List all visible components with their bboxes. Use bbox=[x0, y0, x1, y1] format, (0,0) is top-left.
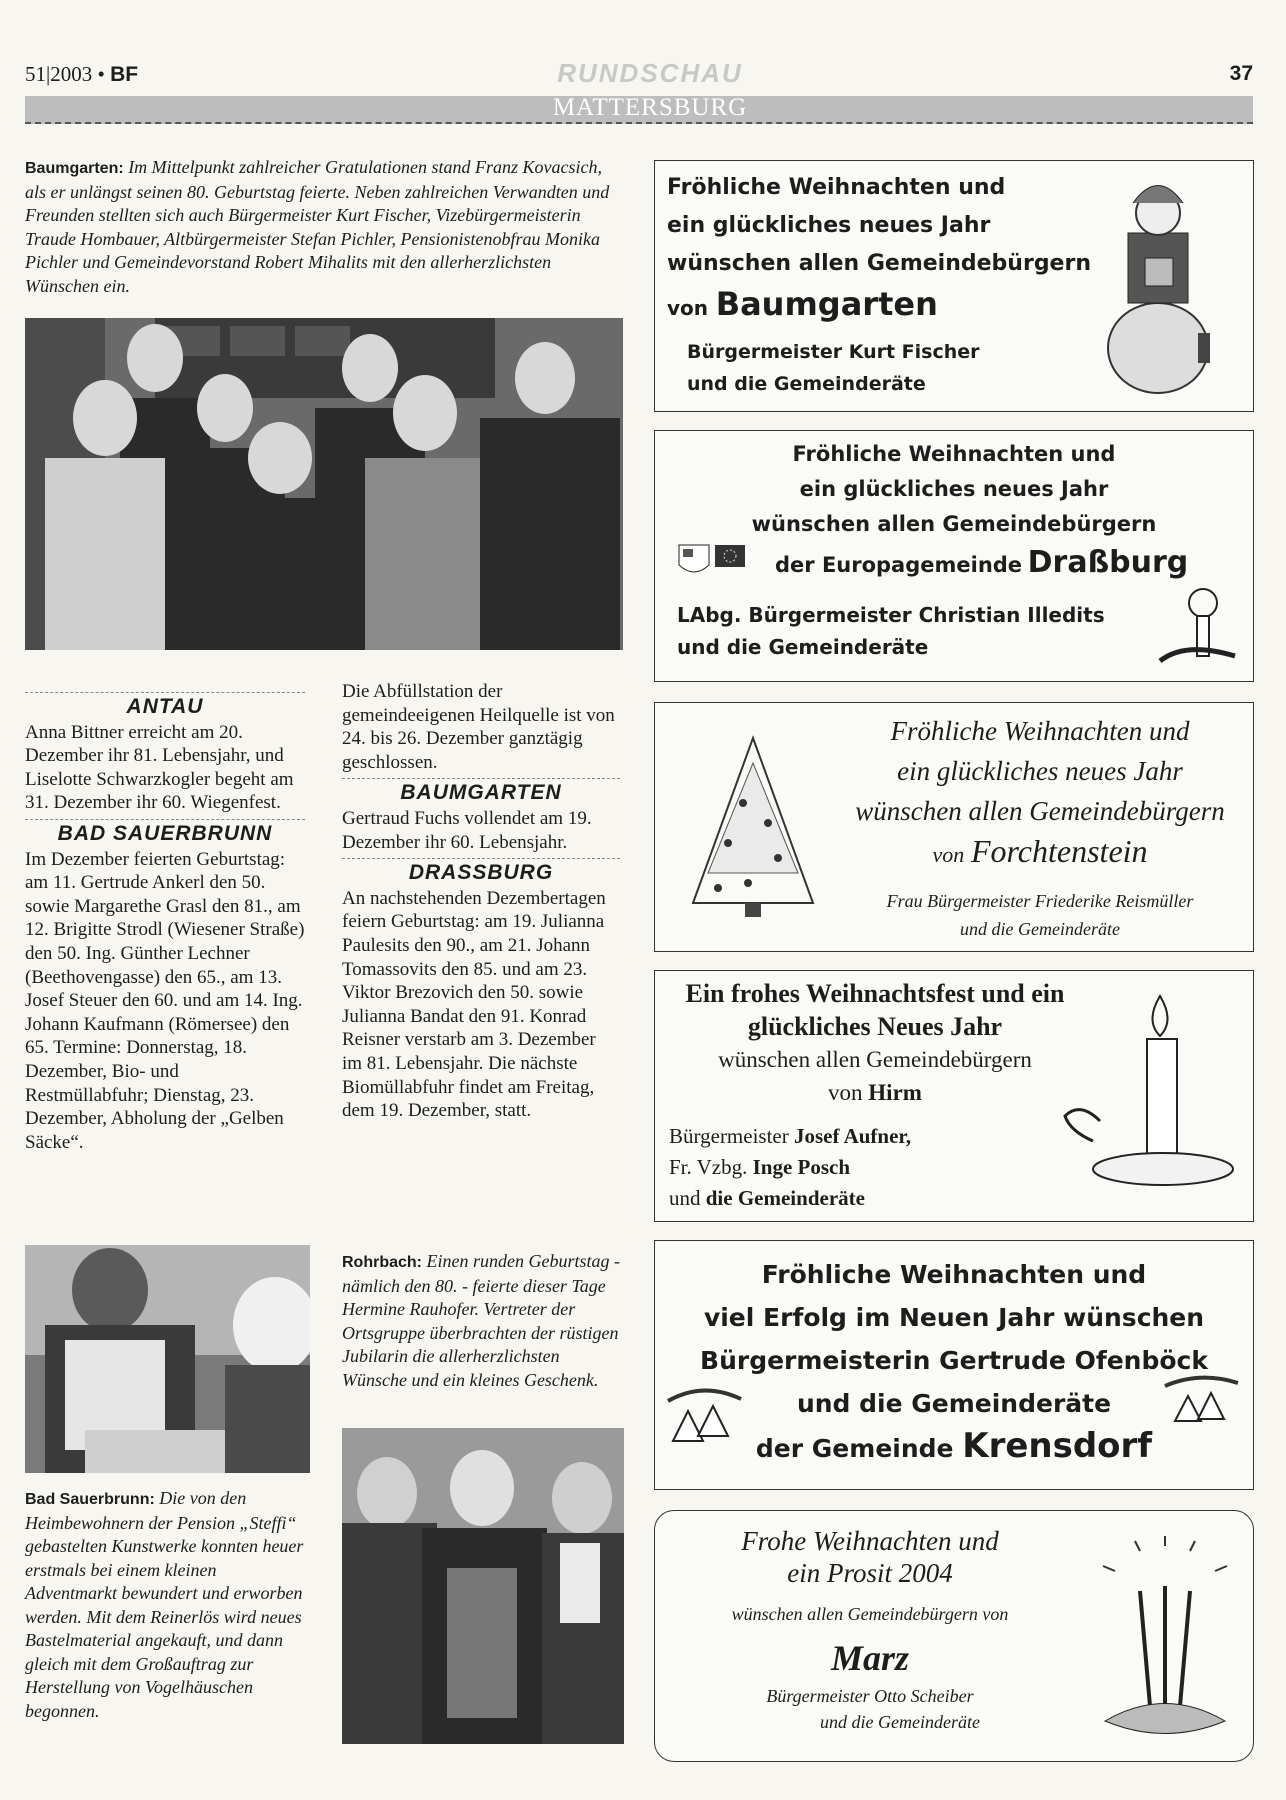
ad-forchtenstein-line-3: wünschen allen Gemeindebürgern bbox=[855, 796, 1225, 826]
ad-krensdorf bbox=[654, 1240, 1254, 1490]
ad-baumgarten-von: von bbox=[667, 296, 709, 320]
section-text-bad-sauerbrunn: Im Dezember feierten Geburtstag: am 11. Gertrude Ankerl den 50. sowie Margarethe Grasl den 81., am 12. Brigitte Strodl (Wiesener Straße) den 50. Ing. Günther Lechner (Beethovengasse) den 65., am 13. Josef Steuer den 60. und am 14. Ing. Johann Kaufmann (Römersee) den 65. Termine: Donnerstag, 18. Dezember, Bio- und Restmüllabfuhr; Dienstag, 23. Dezember, Abholung der „Gelben Säcke“. bbox=[25, 848, 305, 1153]
masthead: RUNDSCHAU bbox=[557, 58, 743, 88]
ad-drassburg-line-2: ein glückliches neues Jahr bbox=[799, 477, 1109, 501]
ad-drassburg-signer-1: LAbg. Bürgermeister Christian Illedits bbox=[677, 603, 1105, 627]
christmas-tree-icon bbox=[683, 733, 823, 923]
candlestick-icon bbox=[1035, 991, 1245, 1211]
ad-hirm bbox=[654, 970, 1254, 1222]
section-title-baumgarten: BAUMGARTEN bbox=[342, 778, 620, 805]
caption-bad-sauerbrunn: Bad Sauerbrunn: Die von den Heimbewohnern der Pension „Steffi“ gebastelten Kunstwerke konnten heuer erstmals bei einem kleinen Adventmarkt bewundert und erworben werden. Mit dem Reinerlös wird neues Bastelmaterial angekauft, und dann gleich mit dem Großauftrag zur Herstellung von Vogelhäuschen begonnen. bbox=[25, 1488, 304, 1721]
ad-baumgarten bbox=[654, 160, 1254, 412]
ad-hirm-signer-1-name: Josef Aufner, bbox=[794, 1124, 912, 1148]
group-photo bbox=[25, 318, 623, 650]
bells-icon-left bbox=[663, 1381, 743, 1451]
ad-drassburg-place: Draßburg bbox=[1027, 545, 1189, 580]
ad-drassburg-line-1: Fröhliche Weihnachten und bbox=[792, 442, 1116, 466]
ad-forchtenstein-line-1: Fröhliche Weihnachten und bbox=[890, 716, 1190, 746]
coat-of-arms-icon bbox=[677, 543, 747, 579]
ad-hirm-line-3: wünschen allen Gemeindebürgern bbox=[718, 1047, 1032, 1072]
ad-drassburg-pre: der Europagemeinde bbox=[775, 553, 1023, 577]
ad-marz-line-1: Frohe Weihnachten und bbox=[741, 1526, 999, 1556]
column-1 bbox=[25, 688, 305, 1154]
ad-krensdorf-line-4: und die Gemeinderäte bbox=[796, 1389, 1112, 1418]
ad-baumgarten-signer-1: Bürgermeister Kurt Fischer bbox=[687, 341, 980, 363]
ad-marz-signer-1: Bürgermeister Otto Scheiber bbox=[766, 1686, 974, 1706]
section-text-drassburg: An nachstehenden Dezembertagen feiern Geburtstag: am 19. Julianna Paulesits den 90., am 21. Johann Tomassovits den 85. und am 23. Viktor Brezovich den 50. sowie Julianna Bandat den 91. Konrad Reisner verstarb am 3. Dezember im 81. Lebensjahr. Die nächste Biomüllabfuhr findet am Freitag, dem 19. Dezember, statt. bbox=[342, 887, 606, 1122]
ad-forchtenstein-line-2: ein glückliches neues Jahr bbox=[897, 756, 1183, 786]
ad-hirm-place: Hirm bbox=[868, 1080, 922, 1105]
ad-baumgarten-place: Baumgarten bbox=[715, 285, 938, 323]
ad-drassburg-line-3: wünschen allen Gemeindebürgern bbox=[751, 512, 1157, 536]
bells-icon-right bbox=[1160, 1371, 1240, 1431]
ad-baumgarten-line-1: Fröhliche Weihnachten und bbox=[667, 175, 1006, 200]
candles-icon bbox=[1095, 1536, 1235, 1746]
craft-photo bbox=[25, 1245, 310, 1473]
ad-marz-line-2: ein Prosit 2004 bbox=[787, 1558, 953, 1588]
ad-forchtenstein-place: Forchtenstein bbox=[970, 833, 1148, 869]
ad-marz-line-3: wünschen allen Gemeindebürgern von bbox=[731, 1604, 1009, 1624]
ad-hirm-signer-1-title: Bürgermeister bbox=[669, 1124, 789, 1148]
region-title: MATTERSBURG bbox=[552, 94, 748, 121]
intro-caption: Baumgarten: Im Mittelpunkt zahlreicher Gratulationen stand Franz Kovacsich, als er unlängst seinen 80. Geburtstag feierte. Neben zahlreichen Verwandten und Freunden stellten sich auch Bürgermeister Kurt Fischer, Vizebürgermeisterin Traude Hombauer, Altbürgermeister Stefan Pichler, Pensionistenobfrau Monika Pichler und Gemeindevorstand Robert Mihalits mit den allerherzlichsten Wünschen ein. bbox=[25, 157, 610, 296]
rohrbach-photo bbox=[342, 1428, 624, 1744]
section-title-antau: ANTAU bbox=[25, 692, 305, 719]
ad-krensdorf-line-3: Bürgermeisterin Gertrude Ofenböck bbox=[700, 1346, 1208, 1375]
ad-hirm-line-1: Ein frohes Weihnachtsfest und ein bbox=[685, 979, 1065, 1008]
ad-drassburg bbox=[654, 430, 1254, 682]
section-title-bad-sauerbrunn: BAD SAUERBRUNN bbox=[25, 819, 305, 846]
caption-rohrbach: Rohrbach: Einen runden Geburtstag - nämlich den 80. - feierte dieser Tage Hermine Rauhofer. Vertreter der Ortsgruppe überbrachten der rüstigen Jubilarin die allerherzlichsten Wünsche und ein kleines Geschenk. bbox=[342, 1251, 620, 1390]
column-2 bbox=[342, 680, 620, 1123]
ad-baumgarten-signer-2: und die Gemeinderäte bbox=[687, 373, 926, 395]
ad-forchtenstein bbox=[654, 702, 1254, 952]
section-text-heilquelle: Die Abfüllstation der gemeindeeigenen Heilquelle ist von 24. bis 26. Dezember ganztägig geschlossen. bbox=[342, 681, 615, 773]
ad-forchtenstein-signer-2: und die Gemeinderäte bbox=[960, 919, 1120, 939]
ad-forchtenstein-von: von bbox=[932, 842, 965, 867]
ad-hirm-von: von bbox=[828, 1080, 863, 1105]
ad-krensdorf-line-2: viel Erfolg im Neuen Jahr wünschen bbox=[703, 1303, 1205, 1332]
page-number: 37 bbox=[1229, 62, 1253, 85]
ad-hirm-signer-3-name: die Gemeinderäte bbox=[705, 1186, 865, 1210]
section-text-antau: Anna Bittner erreicht am 20. Dezember ihr 81. Lebensjahr, und Liselotte Schwarzkogler begeht am 31. Dezember ihr 60. Wiegenfest. bbox=[25, 721, 294, 814]
santa-icon bbox=[1103, 173, 1223, 398]
ad-hirm-signer-2-title: Fr. Vzbg. bbox=[669, 1155, 748, 1179]
section-title-drassburg: DRASSBURG bbox=[342, 858, 620, 885]
ad-marz-place: Marz bbox=[830, 1638, 910, 1678]
ad-forchtenstein-signer-1: Frau Bürgermeister Friederike Reismüller bbox=[886, 891, 1194, 911]
section-text-baumgarten: Gertraud Fuchs vollendet am 19. Dezember ihr 60. Lebensjahr. bbox=[342, 807, 592, 853]
ad-marz bbox=[654, 1510, 1254, 1762]
ad-hirm-signer-2-name: Inge Posch bbox=[752, 1155, 851, 1179]
ad-marz-signer-2: und die Gemeinderäte bbox=[820, 1712, 980, 1732]
ad-hirm-line-2: glückliches Neues Jahr bbox=[747, 1012, 1003, 1041]
candle-icon bbox=[1155, 581, 1240, 671]
ad-hirm-signer-3-pre: und bbox=[669, 1186, 701, 1210]
ad-krensdorf-place: Krensdorf bbox=[962, 1426, 1153, 1466]
ad-baumgarten-line-2: ein glückliches neues Jahr bbox=[667, 213, 991, 238]
ad-krensdorf-pre: der Gemeinde bbox=[755, 1434, 954, 1463]
ad-krensdorf-line-1: Fröhliche Weihnachten und bbox=[761, 1260, 1147, 1289]
ad-baumgarten-line-3: wünschen allen Gemeindebürgern bbox=[667, 251, 1091, 276]
issue-label: 51|2003 • BF bbox=[25, 62, 139, 86]
ad-drassburg-signer-2: und die Gemeinderäte bbox=[677, 635, 929, 659]
